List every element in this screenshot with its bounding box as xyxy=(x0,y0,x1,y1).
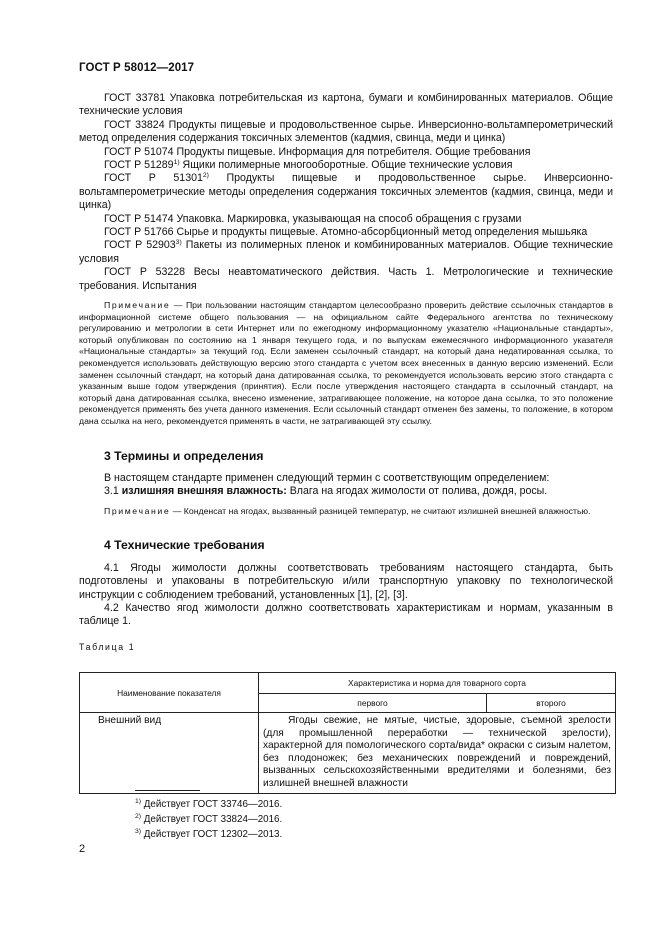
column-header-group: Характеристика и норма для товарного сорта xyxy=(259,673,616,694)
term: излишняя внешняя влажность: xyxy=(121,485,287,498)
table-row xyxy=(80,713,616,794)
term-number: 3.1 xyxy=(104,485,119,498)
references-note xyxy=(79,300,613,428)
reference-item: ГОСТ Р 52903$^{3)}$ Пакеты из полимерных пленок и комбинированных материалов. Общие технические условия xyxy=(79,239,613,265)
term-note xyxy=(79,506,613,518)
footnote-divider xyxy=(135,790,200,791)
page-number: 2 xyxy=(79,843,86,855)
normative-references-list xyxy=(79,92,613,293)
reference-item: ГОСТ 33781 Упаковка потребительская из картона, бумаги и комбинированных материалов. Общие технические условия xyxy=(79,92,613,118)
reference-item: ГОСТ Р 51074 Продукты пищевые. Информация для потребителя. Общие требования xyxy=(104,145,531,158)
footnote-mark: 3) xyxy=(135,828,142,836)
table-cell-indicator: Внешний вид xyxy=(80,713,259,794)
quality-table xyxy=(79,672,616,794)
footnote: $^{2)}$ Действует ГОСТ 33824—2016. xyxy=(135,813,283,826)
note-text: — При пользовании настоящим стандартом целесообразно проверить действие ссылочных стандартов в информационной системе общего пользования — на официальном сайте Федерального агентства по техническому регулированию и метрологии в сети Интернет или по ежегодному информационному указателю «Национальные стандарты», который опубликован по состоянию на 1 января текущего года, и по выпускам ежемесячного информационного указателя «Национальные стандарты» за текущий год. Если заменен ссылочный стандарт, на который дана недатированная ссылка, то рекомендуется использовать действующую версию этого стандарта с учетом всех внесенных в данную версию изменений. Если заменен ссылочный стандарт, на который дана датированная ссылка, то рекомендуется использовать версию этого стандарта с указанным выше годом утверждения (принятия). Если после утверждения настоящего стандарта в ссылочный стандарт, на который дана датированная ссылка, внесено изменение, затрагивающее положение, на которое дана ссылка, то это положение рекомендуется применять без учета данного изменения. Если ссылочный стандарт отменен без замены, то положение, в котором дана ссылка на него, рекомендуется применять в части, не затрагивающей эту ссылку. xyxy=(79,300,613,427)
note-label: Примечание xyxy=(104,300,171,311)
reference-item: ГОСТ Р 51474 Упаковка. Маркировка, указывающая на способ обращения с грузами xyxy=(104,212,522,225)
footnote-mark: 2) xyxy=(135,813,142,821)
reference-item: ГОСТ Р 51766 Сырье и продукты пищевые. Атомно-абсорбционный метод определения мышьяка xyxy=(104,226,588,239)
section-3-title: 3 Термины и определения xyxy=(104,448,264,463)
term-definition-text: Влага на ягодах жимолости от полива, дождя, росы. xyxy=(286,485,548,498)
section-4-title: 4 Технические требования xyxy=(104,538,265,553)
column-header-indicator: Наименование показателя xyxy=(80,673,259,713)
reference-item: ГОСТ 33824 Продукты пищевые и продовольственное сырье. Инверсионно-вольтамперометрический метод определения содержания токсичных элементов (кадмия, свинца, меди и цинка) xyxy=(79,118,613,145)
document-body xyxy=(79,92,613,654)
footnotes xyxy=(135,797,282,843)
footnote-mark: 1) xyxy=(135,798,142,805)
reference-item: ГОСТ Р 51301$^{2)}$ Продукты пищевые и продовольственное сырье. Инверсионно-вольтамперометрические методы определения содержания токсичных элементов (кадмия, свинца, меди и цинка) xyxy=(79,172,614,212)
document-header: ГОСТ Р 58012—2017 xyxy=(79,62,195,74)
footnote-marker: 1) xyxy=(173,159,180,167)
column-header-second-grade: второго xyxy=(487,694,616,713)
paragraph-4-2: 4.2 Качество ягод жимолости должно соответствовать характеристикам и нормам, указанным в таблице 1. xyxy=(79,602,613,628)
note-label: Примечание xyxy=(104,505,171,516)
footnote-marker: 3) xyxy=(175,239,182,247)
term-definition xyxy=(79,485,613,498)
footnote: $^{3)}$ Действует ГОСТ 12302—2013. xyxy=(135,828,283,841)
column-header-first-grade: первого xyxy=(259,694,487,713)
footnote: $^{1)}$ Действует ГОСТ 33746—2016. xyxy=(135,798,283,810)
table-header-row xyxy=(80,673,616,694)
reference-item: ГОСТ Р 53228 Весы неавтоматического действия. Часть 1. Метрологические и технические требования. Испытания xyxy=(79,266,613,292)
table-cell-value: Ягоды свежие, не мятые, чистые, здоровые, съемной зрелости (для промышленной переработки — технической зрелости), характерной для помологического сорта/вида* окраски с сизым налетом, без плодоножек; без механических повреждений и повреждений, вызванных сельскохозяйственными вредителями и болезнями, без излишней внешней влажности xyxy=(259,713,616,794)
table-caption: Таблица 1 xyxy=(79,641,136,652)
note-text: — Конденсат на ягодах, вызванный разницей температур, не считают излишней внешней влажностью. xyxy=(170,505,591,516)
reference-item: ГОСТ Р 51289$^{1)}$ Ящики полимерные многооборотные. Общие технические условия xyxy=(104,159,513,172)
footnote-marker: 2) xyxy=(202,172,209,180)
section-3-intro: В настоящем стандарте применен следующий термин с соответствующим определением: xyxy=(104,472,550,485)
paragraph-4-1: 4.1 Ягоды жимолости должны соответствовать требованиям настоящего стандарта, быть подготовлены и упакованы в потребительскую и/или транспортную упаковку по технологической инструкции с соблюдением требований, установленных [1], [2], [3]. xyxy=(79,561,613,601)
